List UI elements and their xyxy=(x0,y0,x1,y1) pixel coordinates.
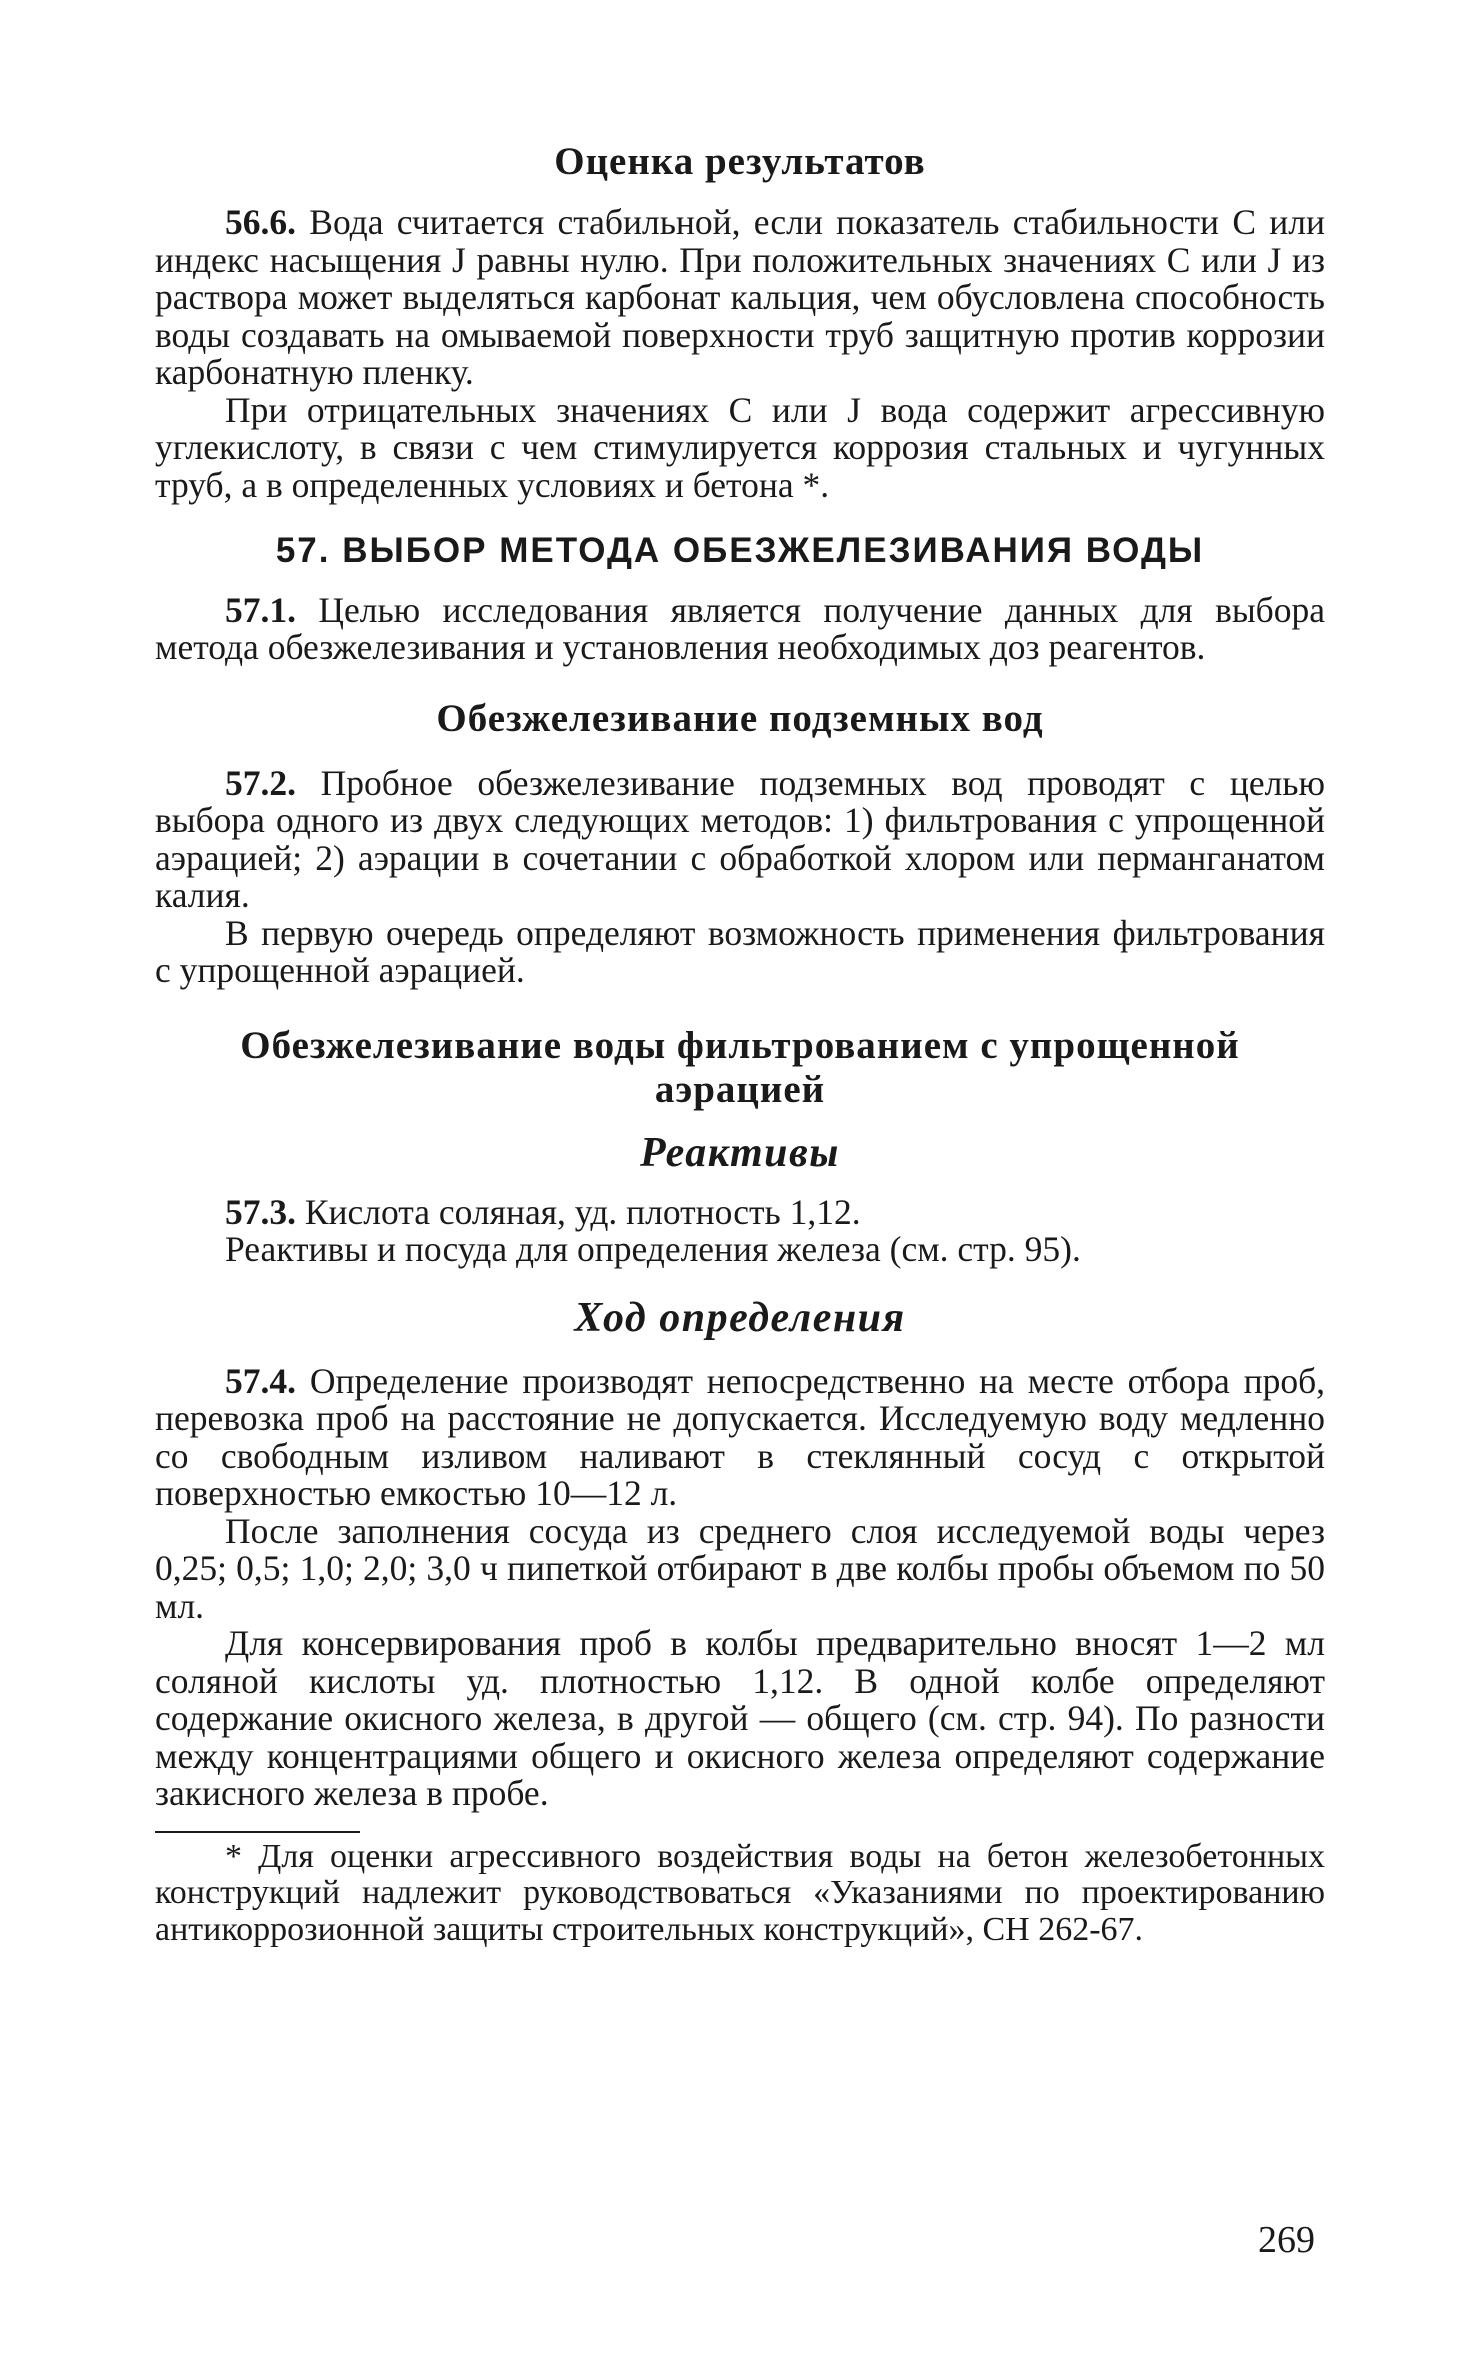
heading-underground: Обезжелезивание подземных вод xyxy=(436,696,1044,740)
heading-procedure: Ход определения xyxy=(574,1294,906,1341)
paragraph-text: Определение производят непосредственно на месте отбора проб, перевозка проб на расстояние не допускается. Исследуемую воду медленно со свободным изливом наливают в стеклянный сосуд с открытой поверхностью емкостью 10—12 л. xyxy=(155,1360,1326,1513)
page-body xyxy=(155,140,1325,1948)
paragraph-57-4-final: Для консервирования проб в колбы предварительно вносят 1—2 мл соляной кислоты уд. плотностью 1,12. В одной колбе определяют содержание окисного железа, в другой — общего (см. стр. 94). По разности между концентрациями общего и окисного железа определяют содержание закисного железа в пробе. xyxy=(155,1623,1325,1813)
heading-results: Оценка результатов xyxy=(554,140,926,183)
paragraph-number: 57.4. xyxy=(225,1360,296,1401)
paragraph-number: 56.6. xyxy=(225,202,296,242)
paragraph-number: 57.2. xyxy=(225,762,296,803)
paragraph-text: Пробное обезжелезивание подземных вод проводят с целью выбора одного из двух следующих методов: 1) фильтрования с упрощенной аэрацией; 2) аэрации в сочетании с обработкой хлором или перманганатом калия. xyxy=(155,762,1326,915)
paragraph-text: Целью исследования является получение данных для выбора метода обезжелезивания и установления необходимых доз реагентов. xyxy=(155,589,1326,667)
heading-filtration-line-1: Обезжелезивание воды фильтрованием с упрощенной xyxy=(240,1023,1240,1067)
paragraph-57-4-continued: После заполнения сосуда из среднего слоя исследуемой воды через 0,25; 0,5; 1,0; 2,0; 3,0 ч пипеткой отбирают в две колбы пробы объемом по 50 мл. xyxy=(155,1510,1325,1626)
heading-reagents: Реактивы xyxy=(640,1129,840,1176)
paragraph-text: Кислота соляная, уд. плотность 1,12. xyxy=(304,1191,861,1232)
section-57-title: 57. ВЫБОР МЕТОДА ОБЕЗЖЕЛЕЗИВАНИЯ ВОДЫ xyxy=(275,531,1205,570)
paragraph-56-6 xyxy=(155,204,1325,392)
paragraph-text: Вода считается стабильной, если показатель стабильности C или индекс насыщения J равны нулю. При положительных значениях C или J из раствора может выделяться карбонат кальция, чем обусловлена способность воды создавать на омываемой поверхности труб защитную против коррозии карбонатную пленку. xyxy=(155,202,1325,392)
paragraph-57-3 xyxy=(155,1191,1325,1232)
footnote: * Для оценки агрессивного воздействия воды на бетон железобетонных конструкций надлежит руководствоваться «Указаниями по проектированию антикоррозионной защиты строительных конструкций», СН 262-67. xyxy=(155,1837,1325,1948)
footnote-divider xyxy=(155,1831,360,1833)
paragraph-number: 57.1. xyxy=(225,589,296,630)
paragraph-57-2 xyxy=(155,762,1326,915)
paragraph-57-3-continued: Реактивы и посуда для определения железа (см. стр. 95). xyxy=(225,1229,1081,1269)
paragraph-number: 57.3. xyxy=(225,1191,296,1232)
paragraph-57-4 xyxy=(155,1360,1326,1513)
heading-filtration-line-2: аэрацией xyxy=(654,1067,826,1111)
paragraph-56-6-continued: При отрицательных значениях C или J вода содержит агрессивную углекислоту, в связи с чем стимулируется коррозия стальных и чугунных труб, а в определенных условиях и бетона *. xyxy=(155,389,1325,505)
paragraph-57-1 xyxy=(155,589,1326,667)
paragraph-57-2-continued: В первую очередь определяют возможность применения фильтрования с упрощенной аэрацией. xyxy=(155,912,1325,990)
page-number: 269 xyxy=(1258,2219,1315,2261)
